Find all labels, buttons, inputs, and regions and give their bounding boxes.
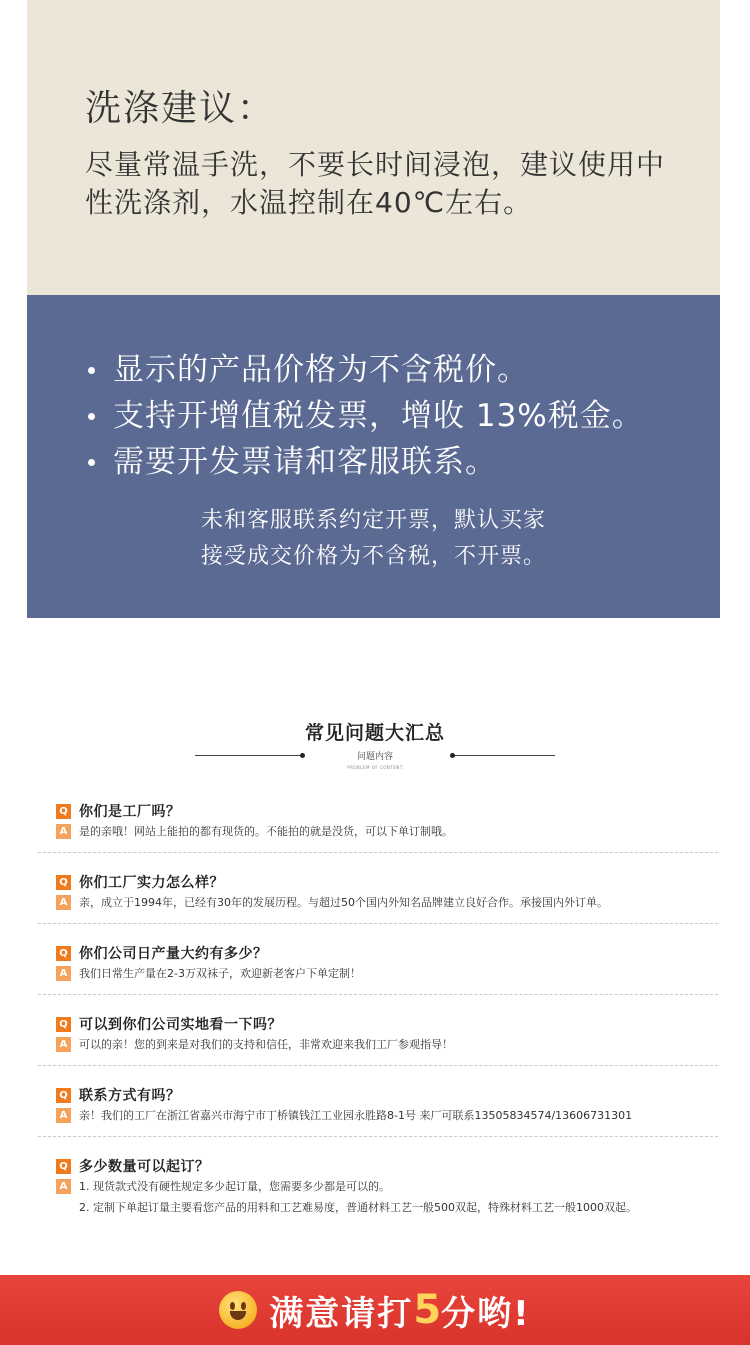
question-badge-icon: Q <box>56 804 71 819</box>
question-badge-icon: Q <box>56 946 71 961</box>
answer-badge-icon: A <box>56 895 71 910</box>
tax-notice-panel <box>27 295 720 618</box>
faq-question: 你们工厂实力怎么样？ <box>79 875 224 891</box>
faq-list <box>38 798 718 1245</box>
washing-advice-text: 尽量常温手洗，不要长时间浸泡，建议使用中性洗涤剂，水温控制在40℃左右。 <box>85 148 666 219</box>
faq-item <box>38 1153 718 1229</box>
question-badge-icon: Q <box>56 1088 71 1103</box>
tax-note-line: 接受成交价格为不含税，不开票。 <box>200 544 546 569</box>
faq-answer: 我们日常生产量在2-3万双袜子，欢迎新老客户下单定制！ <box>79 967 361 980</box>
faq-subtitle-en: PROBLEM OF CONTENT <box>347 765 403 770</box>
faq-item <box>38 869 718 924</box>
bullet-dot-icon <box>88 459 95 466</box>
faq-answer: 1. 现货款式没有硬性规定多少起订量，您需要多少都是可以的。 <box>79 1180 390 1193</box>
answer-badge-icon: A <box>56 1179 71 1194</box>
tax-bullet-text: 支持开增值税发票，增收 13%税金。 <box>113 398 644 434</box>
tax-bullet-text: 需要开发票请和客服联系。 <box>113 444 497 480</box>
smiley-face-icon <box>219 1291 257 1329</box>
faq-item <box>38 798 718 853</box>
faq-subtitle: 问题内容 <box>356 752 393 762</box>
smiley-eye <box>241 1302 246 1310</box>
rating-text-before: 满意请打 <box>269 1293 414 1334</box>
smiley-mouth <box>230 1311 246 1320</box>
tax-note-line: 未和客服联系约定开票，默认买家 <box>200 508 546 533</box>
question-badge-icon: Q <box>56 875 71 890</box>
question-badge-icon: Q <box>56 1159 71 1174</box>
answer-badge-icon: A <box>56 824 71 839</box>
faq-answer: 亲！我们的工厂在浙江省嘉兴市海宁市丁桥镇钱江工业园永胜路8-1号 来厂可联系13505834574/13606731301 <box>79 1109 633 1122</box>
tax-bullet-item <box>82 393 644 439</box>
faq-answer-extra: 2. 定制下单起订量主要看您产品的用料和工艺难易度，普通材料工艺一般500双起，特殊材料工艺一般1000双起。 <box>79 1201 637 1214</box>
faq-answer: 可以的亲！您的到来是对我们的支持和信任，非常欢迎来我们工厂参观指导！ <box>79 1038 453 1051</box>
faq-divider-right <box>453 755 555 756</box>
rating-text-after: 分哟! <box>441 1293 531 1334</box>
tax-bullet-item <box>82 439 644 485</box>
smiley-eye <box>230 1302 235 1310</box>
tax-bullet-list <box>82 347 644 485</box>
faq-answer: 亲，成立于1994年，已经有30年的发展历程。与超过50个国内外知名品牌建立良好合作。承接国内外订单。 <box>79 896 608 909</box>
tax-note <box>27 503 720 575</box>
faq-question: 多少数量可以起订？ <box>79 1159 210 1175</box>
rating-banner <box>0 1275 750 1345</box>
faq-item <box>38 940 718 995</box>
tax-bullet-item <box>82 347 644 393</box>
faq-item <box>38 1011 718 1066</box>
answer-badge-icon: A <box>56 1037 71 1052</box>
faq-answer: 是的亲哦！网站上能拍的都有现货的。不能拍的就是没货，可以下单订制哦。 <box>79 825 453 838</box>
faq-divider-left <box>195 755 300 756</box>
faq-title: 常见问题大汇总 <box>304 722 445 744</box>
bullet-dot-icon <box>88 367 95 374</box>
tax-bullet-text: 显示的产品价格为不含税价。 <box>113 352 529 388</box>
faq-divider-dot <box>300 753 305 758</box>
question-badge-icon: Q <box>56 1017 71 1032</box>
answer-badge-icon: A <box>56 1108 71 1123</box>
washing-advice-title: 洗涤建议： <box>85 88 276 129</box>
faq-header <box>0 718 750 770</box>
faq-question: 可以到你们公司实地看一下吗？ <box>79 1017 282 1033</box>
faq-question: 你们公司日产量大约有多少？ <box>79 946 268 962</box>
faq-item <box>38 1082 718 1137</box>
faq-question: 你们是工厂吗？ <box>79 804 181 820</box>
washing-advice-panel <box>27 0 720 295</box>
answer-badge-icon: A <box>56 966 71 981</box>
bullet-dot-icon <box>88 413 95 420</box>
faq-question: 联系方式有吗？ <box>79 1088 181 1104</box>
rating-number: 5 <box>413 1287 442 1333</box>
faq-divider-dot <box>450 753 455 758</box>
